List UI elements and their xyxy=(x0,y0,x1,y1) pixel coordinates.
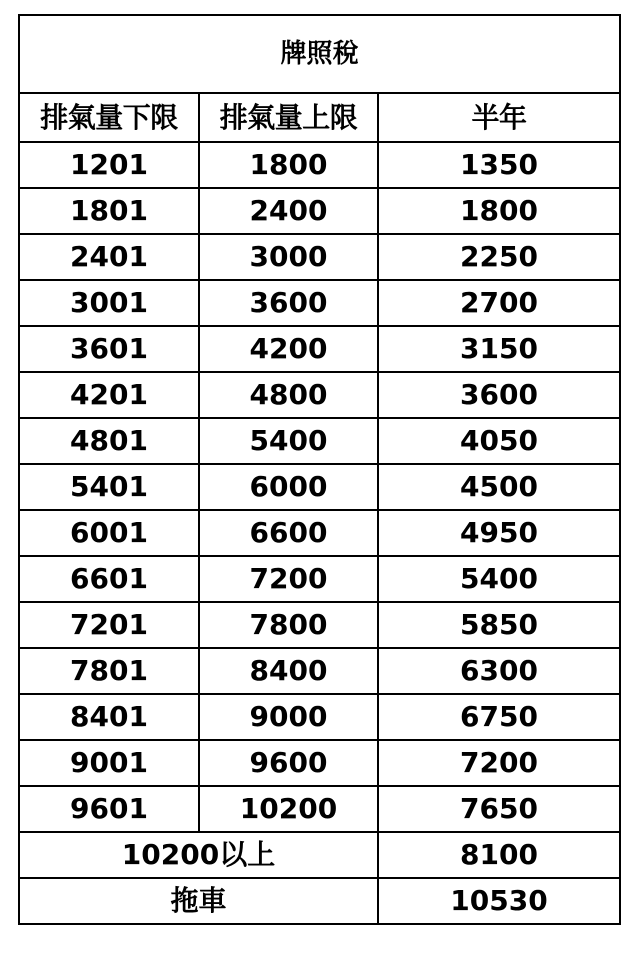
upper-limit-cell: 4200 xyxy=(199,326,378,372)
lower-limit-cell: 2401 xyxy=(19,234,199,280)
table-row xyxy=(19,418,620,464)
header-upper-limit: 排氣量上限 xyxy=(199,93,378,142)
table-row xyxy=(19,464,620,510)
table-row xyxy=(19,602,620,648)
special-row xyxy=(19,878,620,924)
special-row xyxy=(19,832,620,878)
half-year-cell: 2700 xyxy=(378,280,620,326)
table-row xyxy=(19,142,620,188)
upper-limit-cell: 6600 xyxy=(199,510,378,556)
half-year-cell: 5400 xyxy=(378,556,620,602)
table-row xyxy=(19,372,620,418)
table-body xyxy=(19,142,620,924)
table-row xyxy=(19,326,620,372)
upper-limit-cell: 8400 xyxy=(199,648,378,694)
lower-limit-cell: 9001 xyxy=(19,740,199,786)
upper-limit-cell: 6000 xyxy=(199,464,378,510)
lower-limit-cell: 6601 xyxy=(19,556,199,602)
lower-limit-cell: 1201 xyxy=(19,142,199,188)
table-row xyxy=(19,280,620,326)
upper-limit-cell: 9000 xyxy=(199,694,378,740)
half-year-cell: 4500 xyxy=(378,464,620,510)
tax-table-container xyxy=(18,14,621,925)
lower-limit-cell: 8401 xyxy=(19,694,199,740)
half-year-cell: 3600 xyxy=(378,372,620,418)
half-year-cell: 7650 xyxy=(378,786,620,832)
table-row xyxy=(19,234,620,280)
upper-limit-cell: 2400 xyxy=(199,188,378,234)
half-year-cell: 10530 xyxy=(378,878,620,924)
lower-limit-cell: 6001 xyxy=(19,510,199,556)
header-row xyxy=(19,93,620,142)
lower-limit-cell: 5401 xyxy=(19,464,199,510)
table-row xyxy=(19,786,620,832)
table-row xyxy=(19,556,620,602)
upper-limit-cell: 5400 xyxy=(199,418,378,464)
upper-limit-cell: 1800 xyxy=(199,142,378,188)
half-year-cell: 5850 xyxy=(378,602,620,648)
upper-limit-cell: 3600 xyxy=(199,280,378,326)
half-year-cell: 6300 xyxy=(378,648,620,694)
header-lower-limit: 排氣量下限 xyxy=(19,93,199,142)
upper-limit-cell: 4800 xyxy=(199,372,378,418)
half-year-cell: 3150 xyxy=(378,326,620,372)
lower-limit-cell: 1801 xyxy=(19,188,199,234)
upper-limit-cell: 9600 xyxy=(199,740,378,786)
lower-limit-cell: 7201 xyxy=(19,602,199,648)
half-year-cell: 2250 xyxy=(378,234,620,280)
lower-limit-cell: 4801 xyxy=(19,418,199,464)
title-row xyxy=(19,15,620,93)
table-row xyxy=(19,740,620,786)
half-year-cell: 6750 xyxy=(378,694,620,740)
half-year-cell: 1350 xyxy=(378,142,620,188)
special-row-label: 10200以上 xyxy=(19,832,378,878)
lower-limit-cell: 7801 xyxy=(19,648,199,694)
lower-limit-cell: 4201 xyxy=(19,372,199,418)
table-row xyxy=(19,188,620,234)
half-year-cell: 4050 xyxy=(378,418,620,464)
special-row-label: 拖車 xyxy=(19,878,378,924)
header-half-year: 半年 xyxy=(378,93,620,142)
half-year-cell: 8100 xyxy=(378,832,620,878)
lower-limit-cell: 3001 xyxy=(19,280,199,326)
license-tax-table xyxy=(18,14,621,925)
lower-limit-cell: 9601 xyxy=(19,786,199,832)
upper-limit-cell: 3000 xyxy=(199,234,378,280)
table-row xyxy=(19,648,620,694)
half-year-cell: 1800 xyxy=(378,188,620,234)
upper-limit-cell: 7800 xyxy=(199,602,378,648)
lower-limit-cell: 3601 xyxy=(19,326,199,372)
upper-limit-cell: 10200 xyxy=(199,786,378,832)
table-title: 牌照稅 xyxy=(19,15,620,93)
upper-limit-cell: 7200 xyxy=(199,556,378,602)
half-year-cell: 4950 xyxy=(378,510,620,556)
table-row xyxy=(19,510,620,556)
half-year-cell: 7200 xyxy=(378,740,620,786)
table-row xyxy=(19,694,620,740)
